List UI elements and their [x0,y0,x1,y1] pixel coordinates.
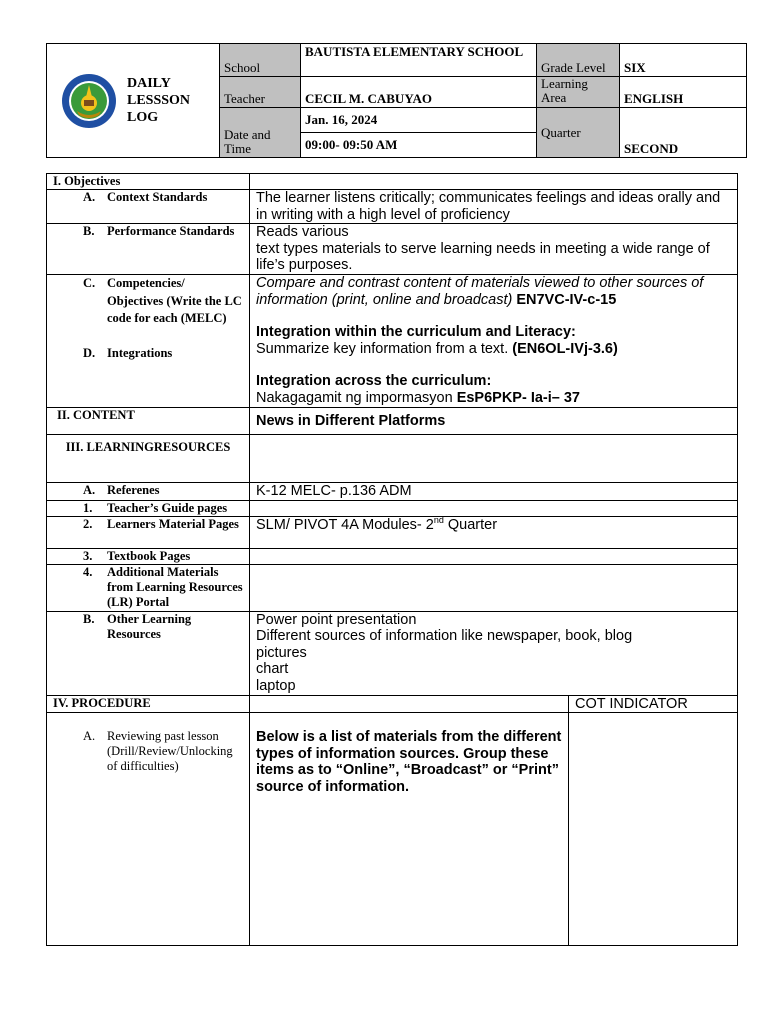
grade-level-label: Grade Level [537,44,620,77]
learners-material-text: Learners Material Pages [107,516,239,531]
additional-materials-number: 4. [83,564,93,579]
other-resources-letter: B. [83,611,95,626]
teachers-guide-text: Teacher’s Guide pages [107,500,228,515]
cot-indicator-cell [569,713,738,946]
competencies-letter: C. [83,276,96,290]
resource-item: pictures [256,644,307,661]
school-value: BAUTISTA ELEMENTARY SCHOOL [301,44,537,77]
performance-line-2: text types materials to serve learning needs in meeting a wide range of life’s purposes. [256,240,710,273]
learning-resources-heading: III. LEARNINGRESOURCES [47,435,250,483]
teacher-value: CECIL M. CABUYAO [301,77,537,108]
document-title: DAILY LESSSON LOG [127,76,191,125]
procedure-heading: IV. PROCEDURE [47,695,250,713]
performance-standards-label [47,224,250,275]
teachers-guide-blank [250,500,738,516]
competency-text: Compare and contrast content of materials viewed to other sources of information (print, online and broadcast) [256,275,704,308]
performance-standards-text: Performance Standards [107,224,235,238]
integration-across-code: EsP6PKP- Ia-i– 37 [456,389,581,406]
learners-material-sup: nd [433,514,444,525]
references-label [47,483,250,501]
references-letter: A. [83,483,96,497]
context-standards-label [47,190,250,224]
resource-item: laptop [256,677,296,694]
objectives-heading-blank [250,174,738,190]
date-value: Jan. 16, 2024 [301,108,537,133]
header-table [46,43,747,158]
content-heading: II. CONTENT [47,408,250,435]
quarter-label: Quarter [537,108,620,158]
context-standards-letter: A. [83,190,96,204]
references-value: K-12 MELC- p.136 ADM [250,483,738,501]
resource-item: Power point presentation [256,611,417,628]
procedure-heading-blank [250,695,569,713]
performance-standards-value [250,224,738,275]
textbook-pages-number: 3. [83,548,93,563]
teacher-label: Teacher [220,77,301,108]
context-standards-value: The learner listens critically; communicates feelings and ideas orally and in writing with a high level of proficiency [250,190,738,224]
division-seal-icon [61,73,117,129]
integrations-letter: D. [83,345,96,360]
additional-materials-blank [250,564,738,611]
other-resources-label [47,611,250,695]
logo-cell [47,44,220,158]
learners-material-label [47,516,250,548]
time-value: 09:00- 09:50 AM [301,133,537,158]
performance-standards-letter: B. [83,224,95,238]
resource-item: chart [256,661,289,677]
integration-within-title: Integration within the curriculum and Literacy: [256,324,576,340]
learning-area-value: ENGLISH [620,77,747,108]
reviewing-past-lesson-label [47,713,250,946]
integration-across-text: Nakagagamit ng impormasyon [256,389,453,406]
reviewing-text: Reviewing past lesson (Drill/Review/Unlocking of difficulties) [107,729,233,773]
reviewing-past-lesson-value: Below is a list of materials from the different types of information sources. Group these items as to “Online”, “Broadcast” or “Print” source of information. [250,713,569,946]
teachers-guide-number: 1. [83,500,93,515]
competencies-label [47,275,250,408]
learning-area-label: Learning Area [537,77,620,108]
learners-material-tail: Quarter [443,516,498,533]
additional-materials-label [47,564,250,611]
additional-materials-text: Additional Materials from Learning Resources (LR) Portal [107,564,243,609]
context-standards-text: Context Standards [107,190,208,204]
learning-resources-blank [250,435,738,483]
lesson-table [46,173,738,946]
school-label: School [220,44,301,77]
learners-material-main: SLM/ PIVOT 4A Modules- 2 [256,516,434,533]
learners-material-value [250,516,738,548]
integration-across-title: Integration across the curriculum: [256,373,492,389]
cot-indicator-heading: COT INDICATOR [569,695,738,713]
quarter-value: SECOND [620,108,747,158]
competencies-value [250,275,738,408]
references-text: Referenes [107,483,160,497]
performance-line-1: Reads various [256,224,349,240]
learners-material-number: 2. [83,516,93,531]
grade-level-value: SIX [620,44,747,77]
other-resources-value [250,611,738,695]
textbook-pages-text: Textbook Pages [107,548,191,563]
textbook-pages-blank [250,548,738,564]
integration-within-text: Summarize key information from a text. [256,340,509,357]
date-time-label: Date and Time [220,108,301,158]
integrations-text: Integrations [107,345,173,360]
teachers-guide-label [47,500,250,516]
reviewing-letter: A. [83,729,96,743]
textbook-pages-label [47,548,250,564]
competencies-text: Competencies/ Objectives (Write the LC code for each (MELC) [107,276,242,325]
other-resources-text: Other Learning Resources [107,611,192,641]
integration-within-code: (EN6OL-IVj-3.6) [512,340,618,357]
content-value: News in Different Platforms [250,408,738,435]
resource-item: Different sources of information like newspaper, book, blog [256,628,633,644]
competency-code: EN7VC-IV-c-15 [516,291,617,308]
objectives-heading: I. Objectives [47,174,250,190]
